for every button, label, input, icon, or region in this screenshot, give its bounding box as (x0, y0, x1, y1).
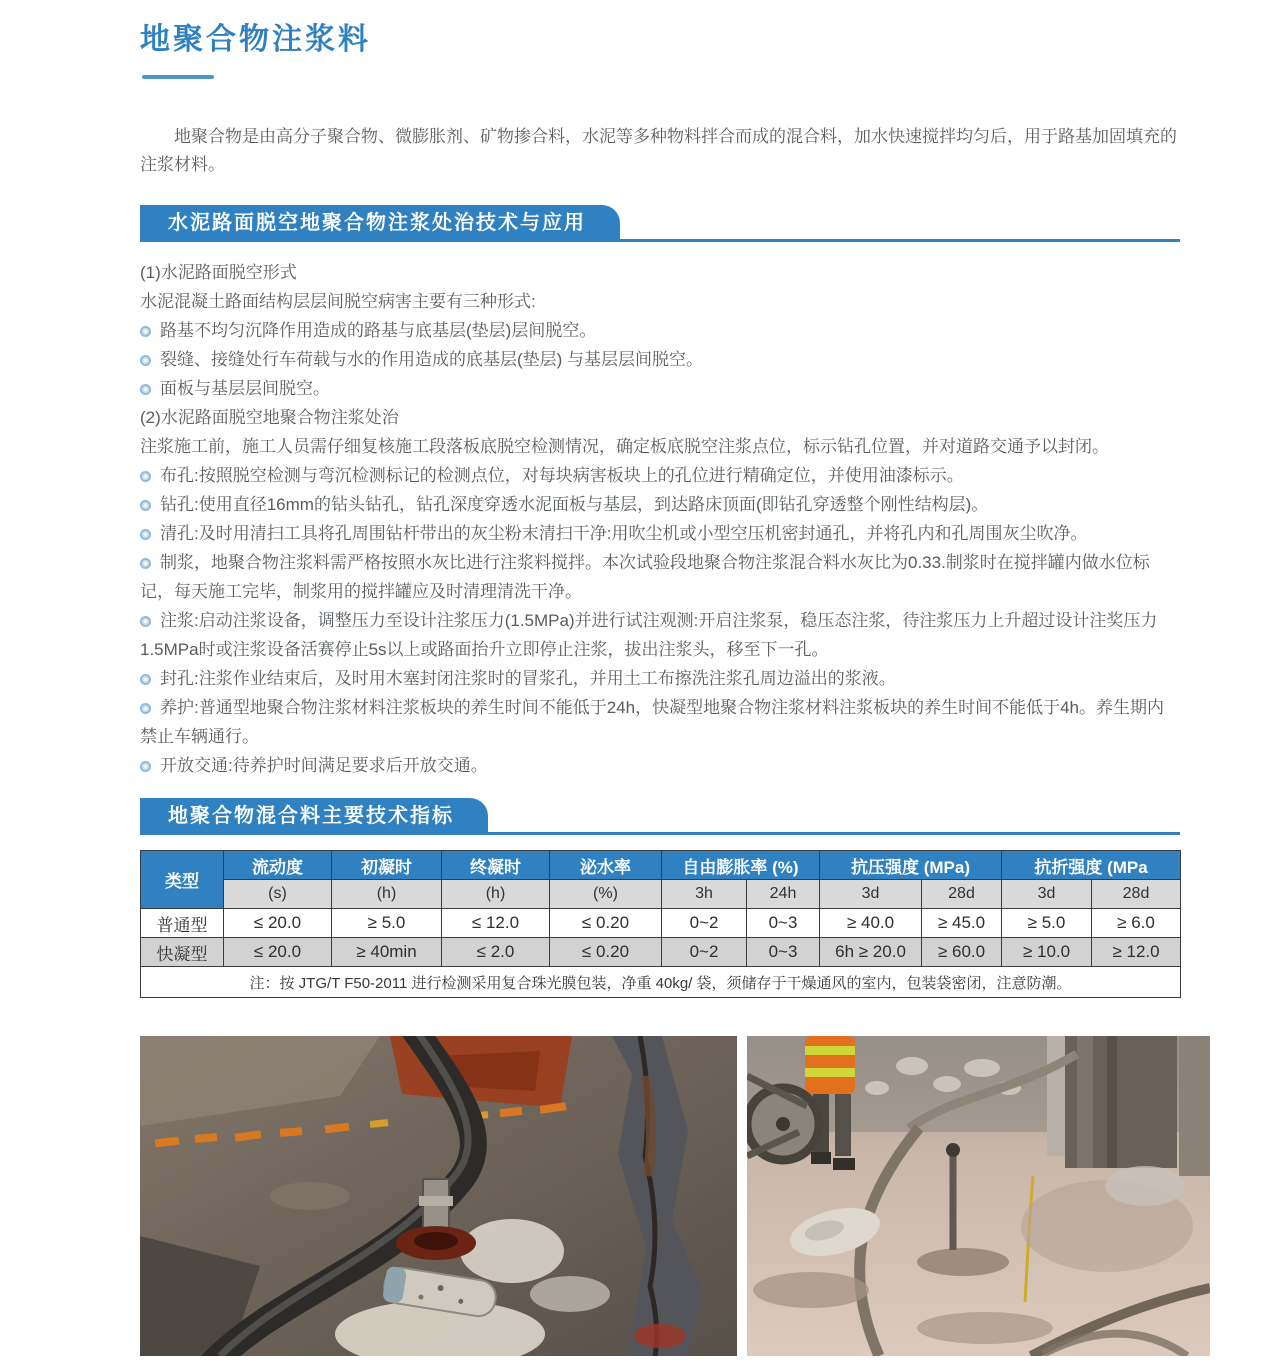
paragraph-text: 路基不均匀沉降作用造成的路基与底基层(垫层)层间脱空。 (160, 321, 597, 340)
table-row (141, 909, 1181, 938)
bullet-item (140, 548, 1180, 606)
col-header-bleeding: 泌水率 (550, 851, 662, 880)
paragraph-text: (1)水泥路面脱空形式 (140, 263, 297, 282)
unit-expansion-24h: 24h (747, 880, 820, 909)
col-header-type: 类型 (141, 851, 224, 909)
col-header-final-set: 终凝时 (442, 851, 550, 880)
bullet-item (140, 693, 1180, 751)
bullet-item (140, 751, 1180, 780)
intro-paragraph: 地聚合物是由高分子聚合物、微膨胀剂、矿物掺合料，水泥等多种物料拌合而成的混合料，加水快速搅拌均匀后，用于路基加固填充的注浆材料。 (140, 127, 1177, 174)
ring-bullet-icon (140, 500, 151, 511)
paragraph-text: 制浆，地聚合物注浆料需严格按照水灰比进行注浆料搅拌。本次试验段地聚合物注浆混合料水灰比为0.33.制浆时在搅拌罐内做水位标记，每天施工完毕，制浆用的搅拌罐应及时清理清洗干净。 (140, 553, 1150, 601)
table-cell: 6h ≥ 20.0 (820, 938, 922, 967)
table-cell: ≤ 12.0 (442, 909, 550, 938)
table-cell: ≥ 40.0 (820, 909, 922, 938)
col-header-initial-set: 初凝时 (332, 851, 442, 880)
section-header-bar-process (140, 205, 1180, 242)
spec-table (140, 850, 1181, 998)
unit-initial-set: (h) (332, 880, 442, 909)
ring-bullet-icon (140, 355, 151, 366)
col-header-fluidity: 流动度 (224, 851, 332, 880)
ring-bullet-icon (140, 384, 151, 395)
bullet-item (140, 461, 1180, 490)
table-cell: ≤ 2.0 (442, 938, 550, 967)
ring-bullet-icon (140, 558, 151, 569)
bullet-item (140, 490, 1180, 519)
table-cell: 0~2 (662, 938, 747, 967)
ring-bullet-icon (140, 761, 151, 772)
technique-list (140, 258, 1180, 780)
row-type-cell: 普通型 (141, 909, 224, 938)
table-cell: ≥ 5.0 (332, 909, 442, 938)
ring-bullet-icon (140, 326, 151, 337)
table-cell: ≥ 5.0 (1002, 909, 1092, 938)
table-cell: ≤ 0.20 (550, 909, 662, 938)
table-cell: 0~2 (662, 909, 747, 938)
table-cell: 0~3 (747, 909, 820, 938)
table-cell: ≤ 0.20 (550, 938, 662, 967)
title-underline (142, 75, 214, 79)
unit-bleeding: (%) (550, 880, 662, 909)
unit-expansion-3h: 3h (662, 880, 747, 909)
photo-row (140, 1036, 1180, 1356)
unit-fluidity: (s) (224, 880, 332, 909)
ring-bullet-icon (140, 674, 151, 685)
ring-bullet-icon (140, 703, 151, 714)
paragraph-text: 开放交通:待养护时间满足要求后开放交通。 (160, 756, 488, 775)
unit-compressive-3d: 3d (820, 880, 922, 909)
paragraph-text: 注浆:启动注浆设备，调整压力至设计注浆压力(1.5MPa)并进行试注观测:开启注浆泵，稳压态注浆，待注浆压力上升超过设计注奖压力1.5MPa时或注浆设备活赛停止5s以上或路面抬升立即停止注浆，拔出注浆头，移至下一孔。 (140, 611, 1158, 659)
paragraph-text: 水泥混凝土路面结构层层间脱空病害主要有三种形式: (140, 292, 536, 311)
table-cell: ≥ 6.0 (1092, 909, 1181, 938)
paragraph-text: 注浆施工前，施工人员需仔细复核施工段落板底脱空检测情况，确定板底脱空注浆点位，标示钻孔位置，并对道路交通予以封闭。 (140, 437, 1109, 456)
unit-final-set: (h) (442, 880, 550, 909)
bullet-item (140, 606, 1180, 664)
unit-flexural-28d: 28d (1092, 880, 1181, 909)
table-cell: ≥ 60.0 (922, 938, 1002, 967)
bullet-item (140, 316, 1180, 345)
table-row (141, 938, 1181, 967)
table-cell: ≥ 45.0 (922, 909, 1002, 938)
section-title-process: 水泥路面脱空地聚合物注浆处治技术与应用 (140, 205, 620, 242)
unit-flexural-3d: 3d (1002, 880, 1092, 909)
unit-compressive-28d: 28d (922, 880, 1002, 909)
row-type-cell: 快凝型 (141, 938, 224, 967)
paragraph-text: 布孔:按照脱空检测与弯沉检测标记的检测点位，对每块病害板块上的孔位进行精确定位，并使用油漆标示。 (160, 466, 964, 485)
table-cell: ≤ 20.0 (224, 938, 332, 967)
table-cell: ≥ 12.0 (1092, 938, 1181, 967)
text-line (140, 403, 1180, 432)
paragraph-text: (2)水泥路面脱空地聚合物注浆处治 (140, 408, 399, 427)
grouting-site-worker-photo (747, 1036, 1210, 1356)
col-header-flexural: 抗折强度 (MPa (1002, 851, 1181, 880)
bullet-item (140, 664, 1180, 693)
table-cell: ≥ 10.0 (1002, 938, 1092, 967)
ring-bullet-icon (140, 529, 151, 540)
text-line (140, 258, 1180, 287)
page-title: 地聚合物注浆料 (140, 23, 371, 56)
col-header-expansion: 自由膨胀率 (%) (662, 851, 820, 880)
paragraph-text: 养护:普通型地聚合物注浆材料注浆板块的养生时间不能低于24h，快凝型地聚合物注浆材料注浆板块的养生时间不能低于4h。养生期内禁止车辆通行。 (140, 698, 1164, 746)
paragraph-text: 封孔:注浆作业结束后，及时用木塞封闭注浆时的冒浆孔，并用土工布擦洗注浆孔周边溢出的浆液。 (160, 669, 896, 688)
bullet-item (140, 374, 1180, 403)
paragraph-text: 裂缝、接缝处行车荷载与水的作用造成的底基层(垫层) 与基层层间脱空。 (160, 350, 704, 369)
ring-bullet-icon (140, 471, 151, 482)
bullet-item (140, 519, 1180, 548)
grouting-hose-in-pavement-photo (140, 1036, 737, 1356)
paragraph-text: 钻孔:使用直径16mm的钻头钻孔，钻孔深度穿透水泥面板与基层，到达路床顶面(即钻孔穿透整个刚性结构层)。 (160, 495, 989, 514)
paragraph-text: 面板与基层层间脱空。 (160, 379, 330, 398)
ring-bullet-icon (140, 616, 151, 627)
table-cell: ≥ 40min (332, 938, 442, 967)
text-line (140, 432, 1180, 461)
col-header-compressive: 抗压强度 (MPa) (820, 851, 1002, 880)
table-cell: 0~3 (747, 938, 820, 967)
table-note: 注：按 JTG/T F50-2011 进行检测采用复合珠光膜包装，净重 40kg/ 袋，须储存于干燥通风的室内，包装袋密闭，注意防潮。 (141, 967, 1181, 998)
table-cell: ≤ 20.0 (224, 909, 332, 938)
paragraph-text: 清孔:及时用清扫工具将孔周围钻杆带出的灰尘粉末清扫干净:用吹尘机或小型空压机密封通孔，并将孔内和孔周围灰尘吹净。 (160, 524, 1088, 543)
section-header-bar-specs (140, 798, 1180, 835)
bullet-item (140, 345, 1180, 374)
text-line (140, 287, 1180, 316)
section-title-specs: 地聚合物混合料主要技术指标 (140, 798, 488, 835)
